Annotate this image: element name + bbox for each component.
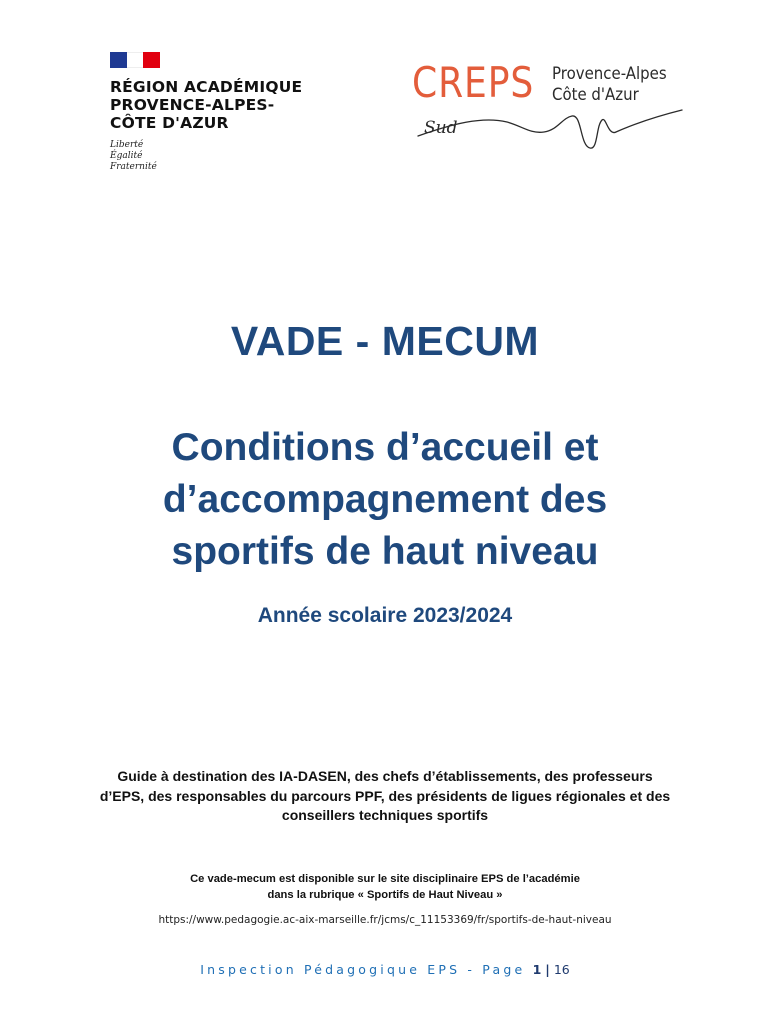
region-academique-logo <box>110 52 350 173</box>
motto-liberte: Liberté <box>110 140 144 150</box>
creps-sud-tagline: Sud <box>424 118 458 138</box>
source-url-link[interactable]: https://www.pedagogie.ac-aix-marseille.fr/jcms/c_11153369/fr/sportifs-de-haut-niveau <box>158 914 612 926</box>
note-line-1: Ce vade-mecum est disponible sur le site disciplinaire EPS de l’académie <box>190 873 580 885</box>
flag-blue-band <box>110 52 127 68</box>
document-title: VADE - MECUM <box>230 318 540 364</box>
flag-white-band <box>127 52 144 68</box>
motto-egalite: Égalité <box>110 151 143 161</box>
footer-separator: | <box>545 962 550 977</box>
document-subtitle <box>0 422 770 578</box>
page-footer <box>0 962 770 977</box>
creps-region-name <box>552 64 682 106</box>
note-line-2: dans la rubrique « Sportifs de Haut Niveau » <box>267 888 503 901</box>
french-flag-icon <box>110 52 160 68</box>
region-line-1: RÉGION ACADÉMIQUE <box>110 78 303 96</box>
motto-fraternite: Fraternité <box>110 162 157 172</box>
creps-region-line-2: Côte d'Azur <box>552 85 639 105</box>
region-line-2: PROVENCE-ALPES- <box>110 96 275 114</box>
footer-page-number: 1 <box>532 962 542 977</box>
subtitle-line-3: sportifs de haut niveau <box>171 530 599 573</box>
guide-line-1: Guide à destination des IA-DASEN, des chefs d’établissements, des professeurs <box>117 768 653 784</box>
region-name <box>110 78 350 132</box>
footer-page-total: 16 <box>553 962 570 977</box>
flag-red-band <box>143 52 160 68</box>
guide-line-3: conseillers techniques sportifs <box>281 807 489 823</box>
creps-logo <box>412 58 688 158</box>
guide-audience <box>40 767 730 826</box>
subtitle-line-2: d’accompagnement des <box>162 478 608 521</box>
republic-motto <box>110 140 350 173</box>
footer-label: Inspection Pédagogique EPS - Page <box>200 962 526 977</box>
creps-wordmark: CREPS <box>412 58 535 107</box>
region-line-3: CÔTE D'AZUR <box>110 114 229 132</box>
guide-line-2: d’EPS, des responsables du parcours PPF, des présidents de ligues régionales et des <box>99 787 671 804</box>
availability-note <box>0 872 770 903</box>
creps-region-line-1: Provence-Alpes <box>552 64 667 84</box>
subtitle-line-1: Conditions d’accueil et <box>171 426 599 469</box>
school-year: Année scolaire 2023/2024 <box>257 604 513 627</box>
